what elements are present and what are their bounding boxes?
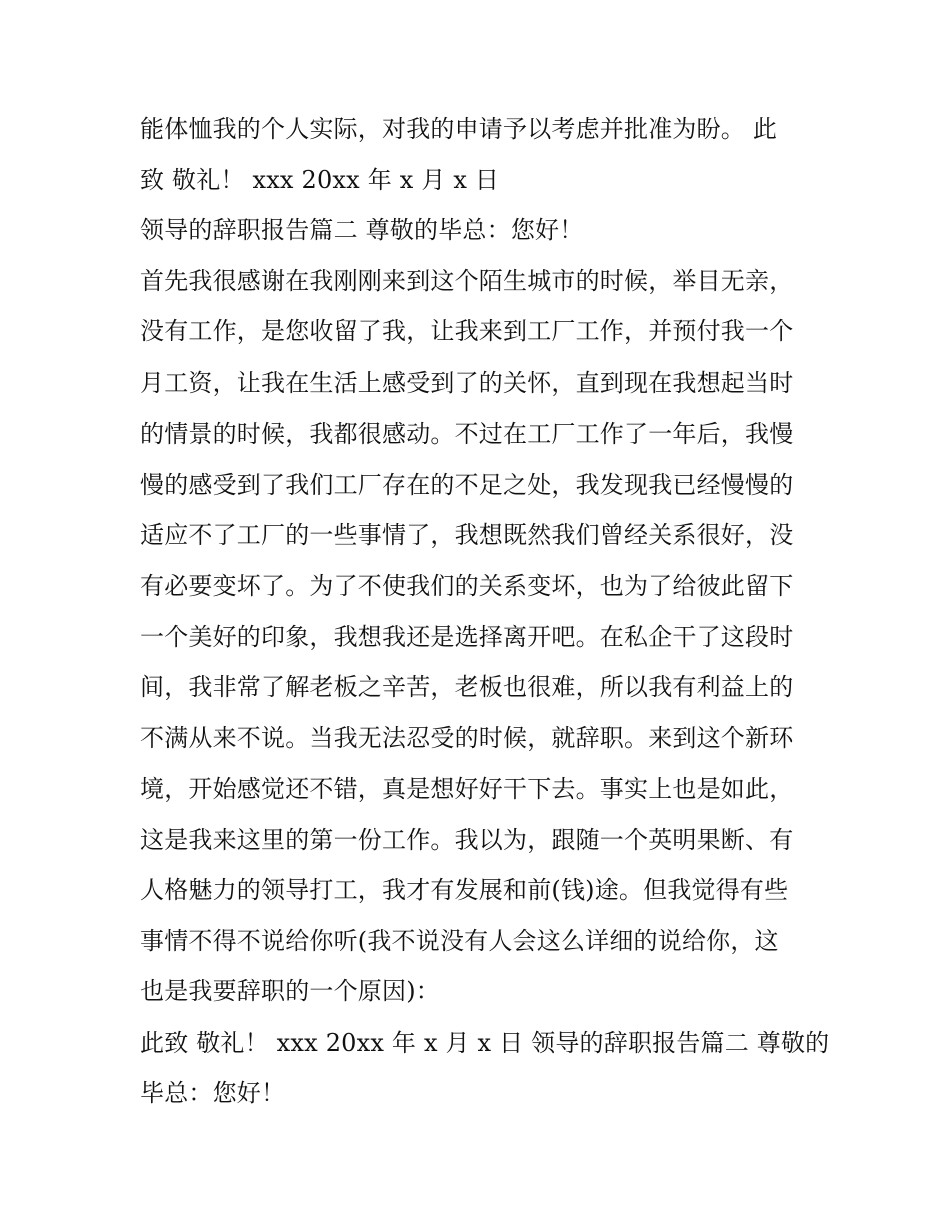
text-line-13: 不满从来不说。当我无法忍受的时候，就辞职。来到这个新环 [140, 724, 794, 752]
text-line-7: 的情景的时候，我都很感动。不过在工厂工作了一年后，我慢 [140, 420, 794, 448]
text-line-19: 此致 敬礼！ xxx 20xx 年 x 月 x 日 领导的辞职报告篇二 尊敬的 [140, 1029, 830, 1057]
text-line-15: 这是我来这里的第一份工作。我以为，跟随一个英明果断、有 [140, 826, 794, 854]
text-line-4: 首先我很感谢在我刚刚来到这个陌生城市的时候，举目无亲， [140, 267, 794, 295]
text-line-12: 间，我非常了解老板之辛苦，老板也很难，所以我有利益上的 [140, 673, 794, 701]
text-line-2: 致 敬礼！ xxx 20xx 年 x 月 x 日 [140, 166, 500, 194]
text-line-9: 适应不了工厂的一些事情了，我想既然我们曾经关系很好，没 [140, 521, 794, 549]
text-line-6: 月工资，让我在生活上感受到了的关怀，直到现在我想起当时 [140, 369, 794, 397]
text-line-14: 境，开始感觉还不错，真是想好好干下去。事实上也是如此， [140, 775, 794, 803]
text-line-3: 领导的辞职报告篇二 尊敬的毕总：您好！ [140, 216, 584, 244]
text-line-11: 一个美好的印象，我想我还是选择离开吧。在私企干了这段时 [140, 623, 794, 651]
text-line-8: 慢的感受到了我们工厂存在的不足之处，我发现我已经慢慢的 [140, 471, 794, 499]
text-line-1: 能体恤我的个人实际，对我的申请予以考虑并批准为盼。 此 [140, 115, 778, 143]
text-line-10: 有必要变坏了。为了不使我们的关系变坏，也为了给彼此留下 [140, 572, 794, 600]
text-line-17: 事情不得不说给你听(我不说没有人会这么详细的说给你，这 [140, 927, 779, 955]
text-line-18: 也是我要辞职的一个原因)： [140, 977, 440, 1005]
text-line-20: 毕总：您好！ [140, 1079, 286, 1107]
text-line-5: 没有工作，是您收留了我，让我来到工厂工作，并预付我一个 [140, 317, 794, 345]
text-line-16: 人格魅力的领导打工，我才有发展和前(钱)途。但我觉得有些 [140, 876, 789, 904]
